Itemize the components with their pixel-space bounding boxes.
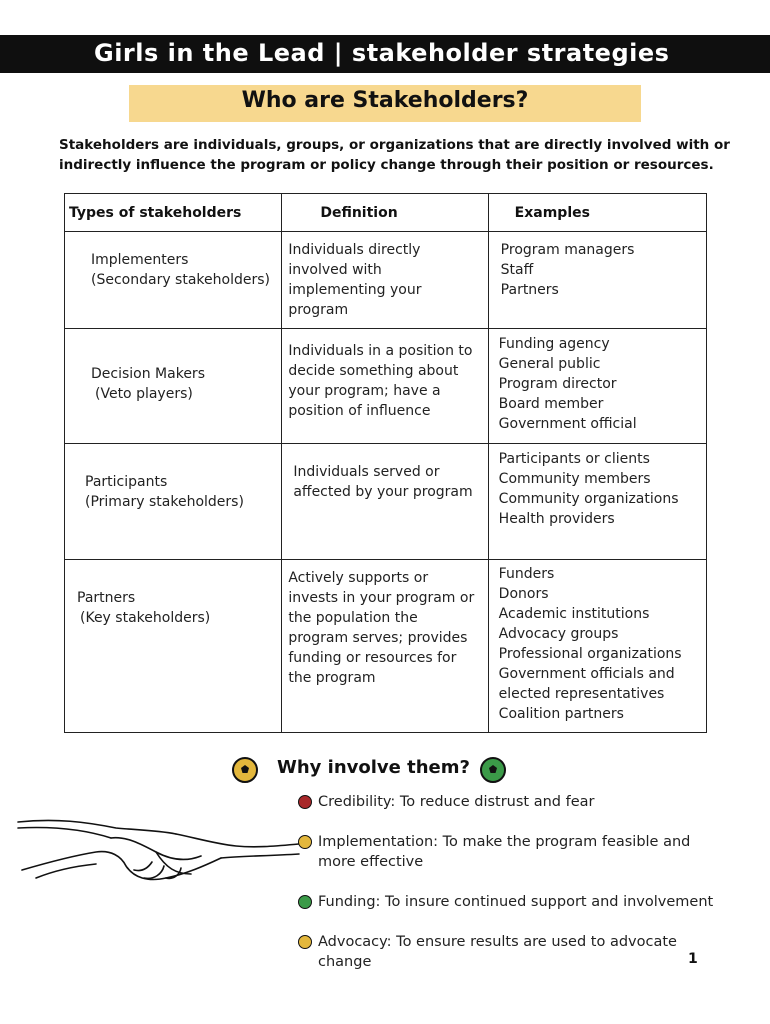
table-row — [65, 329, 707, 444]
title-banner — [0, 35, 770, 73]
stakeholder-table — [64, 193, 707, 733]
section-heading: Who are Stakeholders? — [241, 88, 529, 113]
soccer-ball-icon — [232, 757, 258, 783]
stakeholder-examples: Participants or clients Community members Community organizations Health providers — [488, 444, 706, 560]
page-title: Girls in the Lead | stakeholder strategies — [94, 39, 670, 67]
stakeholder-definition: Actively supports or invests in your program or the population the program serves; provides funding or resources for the program — [282, 560, 488, 733]
stakeholder-type: Participants (Primary stakeholders) — [65, 444, 282, 560]
table-row — [65, 444, 707, 560]
intro-paragraph: Stakeholders are individuals, groups, or organizations that are directly involved with or indirectly influence the program or policy change through their position or resources. — [59, 137, 730, 173]
table-row — [65, 560, 707, 733]
stakeholder-type: Decision Makers (Veto players) — [65, 329, 282, 444]
why-heading: Why involve them? — [277, 757, 470, 778]
subtitle-highlight — [129, 85, 641, 122]
stakeholder-definition: Individuals served or affected by your program — [282, 444, 488, 560]
table-header-row — [65, 194, 707, 232]
stakeholder-type: Implementers (Secondary stakeholders) — [65, 232, 282, 329]
reasons-list — [298, 792, 718, 972]
page-number: 1 — [688, 951, 698, 967]
list-item: Implementation: To make the program feasible and more effective — [298, 832, 718, 872]
header-examples: Examples — [488, 194, 706, 232]
soccer-ball-icon — [298, 895, 312, 909]
list-item: Advocacy: To ensure results are used to advocate change — [298, 932, 718, 972]
table-row — [65, 232, 707, 329]
stakeholder-examples: Funding agency General public Program director Board member Government official — [488, 329, 706, 444]
header-definition: Definition — [282, 194, 488, 232]
soccer-ball-icon — [298, 835, 312, 849]
header-types: Types of stakeholders — [65, 194, 282, 232]
list-item: Funding: To insure continued support and involvement — [298, 892, 718, 912]
soccer-ball-icon — [480, 757, 506, 783]
handshake-icon — [16, 808, 301, 898]
stakeholder-examples: Funders Donors Academic institutions Advocacy groups Professional organizations Government officials and elected representatives Coalition partners — [488, 560, 706, 733]
stakeholder-examples: Program managers Staff Partners — [488, 232, 706, 329]
soccer-ball-icon — [298, 795, 312, 809]
soccer-ball-icon — [298, 935, 312, 949]
stakeholder-definition: Individuals directly involved with implementing your program — [282, 232, 488, 329]
list-item: Credibility: To reduce distrust and fear — [298, 792, 718, 812]
stakeholder-definition: Individuals in a position to decide something about your program; have a position of influence — [282, 329, 488, 444]
stakeholder-type: Partners (Key stakeholders) — [65, 560, 282, 733]
